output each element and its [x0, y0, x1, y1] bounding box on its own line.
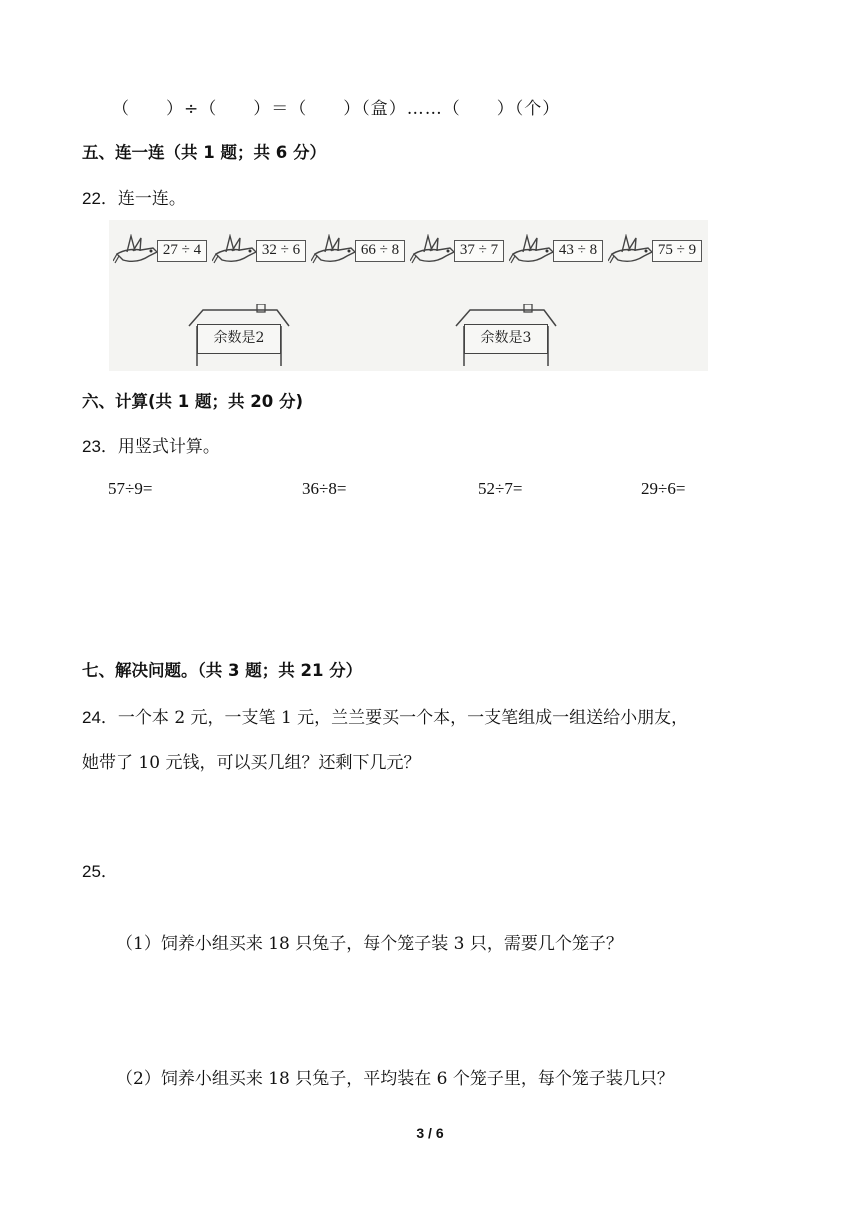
matching-figure — [109, 220, 708, 371]
bird-row — [109, 234, 708, 270]
house-label: 余数是2 — [197, 324, 281, 354]
section-6-heading: 六、计算(共 1 题；共 20 分) — [82, 392, 304, 411]
question-text-line1: 一个本 2 元，一支笔 1 元，兰兰要买一个本，一支笔组成一组送给小朋友， — [117, 708, 689, 728]
expression-box: 32 ÷ 6 — [256, 240, 306, 262]
question-number: 24． — [82, 708, 118, 727]
bird-icon — [113, 234, 159, 270]
division-problem: 29÷6= — [641, 479, 686, 498]
expression-box: 43 ÷ 8 — [553, 240, 603, 262]
bird-card — [311, 234, 409, 270]
section-7-heading: 七、解决问题。（共 3 题；共 21 分） — [82, 661, 363, 680]
question-number: 23． — [82, 437, 118, 456]
expression-box: 66 ÷ 8 — [355, 240, 405, 262]
bird-card — [608, 234, 706, 270]
house-remainder-3 — [454, 304, 558, 366]
question-number: 22． — [82, 189, 118, 208]
question-25-number: 25． — [82, 862, 118, 881]
section-5-heading: 五、连一连（共 1 题；共 6 分） — [82, 143, 326, 162]
question-text: 连一连。 — [117, 189, 186, 209]
expression-box: 37 ÷ 7 — [454, 240, 504, 262]
question-text: 用竖式计算。 — [117, 437, 220, 457]
question-25-part1: （1）饲养小组买来 18 只兔子，每个笼子装 3 只，需要几个笼子？ — [116, 934, 623, 954]
question-25-part2: （2）饲养小组买来 18 只兔子，平均装在 6 个笼子里，每个笼子装几只？ — [116, 1069, 674, 1089]
bird-icon — [410, 234, 456, 270]
division-problem: 52÷7= — [478, 479, 523, 498]
division-problem: 57÷9= — [108, 479, 153, 498]
bird-card — [410, 234, 508, 270]
expression-box: 27 ÷ 4 — [157, 240, 207, 262]
question-24 — [82, 703, 688, 728]
bird-icon — [311, 234, 357, 270]
bird-card — [113, 234, 211, 270]
division-problem: 36÷8= — [302, 479, 347, 498]
question-22 — [82, 184, 186, 209]
expression-box: 75 ÷ 9 — [652, 240, 702, 262]
bird-icon — [608, 234, 654, 270]
bird-card — [212, 234, 310, 270]
house-label: 余数是3 — [464, 324, 548, 354]
question-23 — [82, 432, 220, 457]
bird-card — [509, 234, 607, 270]
bird-icon — [212, 234, 258, 270]
page-number: 3 / 6 — [416, 1125, 444, 1141]
fill-in-line: （ ）÷（ ）＝（ ）（盒）……（ ）（个） — [112, 99, 561, 119]
bird-icon — [509, 234, 555, 270]
house-remainder-2 — [187, 304, 291, 366]
question-24-line2: 她带了 10 元钱，可以买几组？还剩下几元？ — [82, 753, 421, 773]
